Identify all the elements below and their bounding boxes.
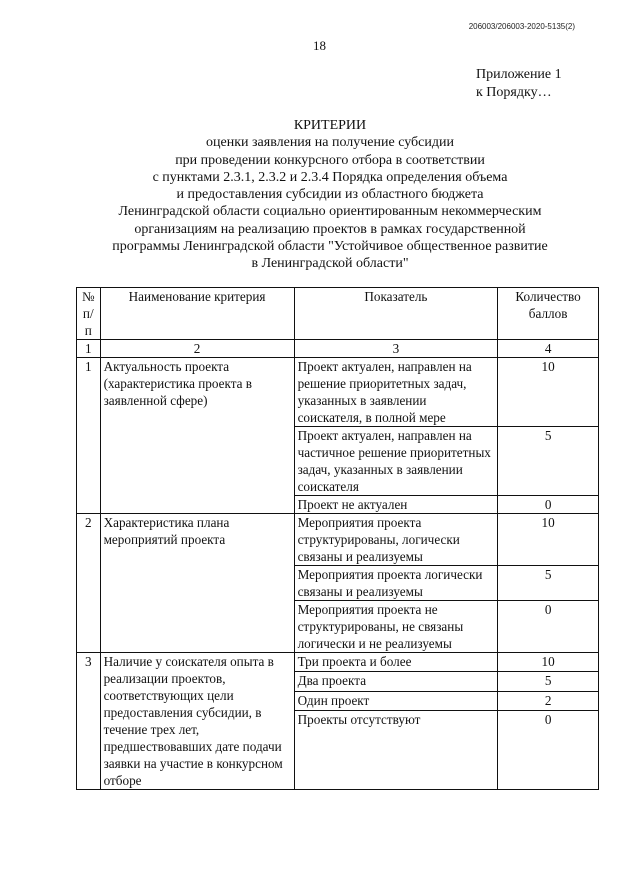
indicator-cell: Проект актуален, направлен на частичное решение приоритетных задач, указанных в заявлении соискателя — [294, 427, 498, 496]
header-num: № п/п — [77, 288, 101, 340]
column-index-row — [77, 340, 599, 358]
indicator-cell: Проект не актуален — [294, 496, 498, 514]
points-cell: 10 — [498, 358, 599, 427]
column-index: 1 — [77, 340, 101, 358]
table-row — [77, 358, 599, 427]
title-line: программы Ленинградской области "Устойчивое общественное развитие — [112, 239, 548, 255]
points-cell: 0 — [498, 496, 599, 514]
header-indicator: Показатель — [294, 288, 498, 340]
indicator-cell: Проект актуален, направлен на решение приоритетных задач, указанных в заявлении соискателя, в полной мере — [294, 358, 498, 427]
document-title — [60, 117, 600, 273]
column-index: 3 — [294, 340, 498, 358]
title-heading: КРИТЕРИИ — [293, 118, 367, 133]
title-line: и предоставления субсидии из областного бюджета — [176, 187, 484, 203]
appendix-line: Приложение 1 — [476, 67, 562, 82]
title-line: оценки заявления на получение субсидии — [206, 135, 454, 151]
indicator-cell: Три проекта и более — [294, 653, 498, 672]
title-line: при проведении конкурсного отбора в соответствии — [175, 152, 485, 168]
points-cell: 2 — [498, 691, 599, 710]
indicator-cell: Мероприятия проекта логически связаны и реализуемы — [294, 566, 498, 601]
criterion-number: 2 — [77, 514, 101, 653]
points-cell: 5 — [498, 672, 599, 691]
criterion-number: 3 — [77, 653, 101, 790]
header-points: Количество баллов — [498, 288, 599, 340]
points-cell: 5 — [498, 427, 599, 496]
points-cell: 0 — [498, 601, 599, 653]
appendix-line: к Порядку… — [476, 85, 552, 100]
criterion-number: 1 — [77, 358, 101, 514]
criterion-name: Актуальность проекта (характеристика проекта в заявленной сфере) — [100, 358, 294, 514]
appendix-reference — [476, 66, 562, 102]
indicator-cell: Проекты отсутствуют — [294, 711, 498, 790]
indicator-cell: Мероприятия проекта не структурированы, не связаны логически и не реализуемы — [294, 601, 498, 653]
indicator-cell: Мероприятия проекта структурированы, логически связаны и реализуемы — [294, 514, 498, 566]
points-cell: 5 — [498, 566, 599, 601]
points-cell: 0 — [498, 711, 599, 790]
title-line: в Ленинградской области" — [251, 256, 409, 272]
title-line: с пунктами 2.3.1, 2.3.2 и 2.3.4 Порядка определения объема — [152, 169, 508, 185]
indicator-cell: Два проекта — [294, 672, 498, 691]
table-header-row — [77, 288, 599, 340]
points-cell: 10 — [498, 653, 599, 672]
points-cell: 10 — [498, 514, 599, 566]
criterion-name: Характеристика плана мероприятий проекта — [100, 514, 294, 653]
title-line: организациям на реализацию проектов в рамках государственной — [134, 221, 526, 237]
column-index: 2 — [100, 340, 294, 358]
page-number: 18 — [313, 38, 326, 53]
document-code: 206003/206003-2020-5135(2) — [468, 22, 575, 31]
title-line: Ленинградской области социально ориентированным некоммерческим — [118, 204, 542, 220]
table-row — [77, 514, 599, 566]
criteria-table — [76, 287, 599, 790]
header-name: Наименование критерия — [100, 288, 294, 340]
table-row — [77, 653, 599, 672]
indicator-cell: Один проект — [294, 691, 498, 710]
column-index: 4 — [498, 340, 599, 358]
criterion-name: Наличие у соискателя опыта в реализации проектов, соответствующих цели предоставления субсидии, в течение трех лет, предшествовавших дате подачи заявки на участие в конкурсном отборе — [100, 653, 294, 790]
